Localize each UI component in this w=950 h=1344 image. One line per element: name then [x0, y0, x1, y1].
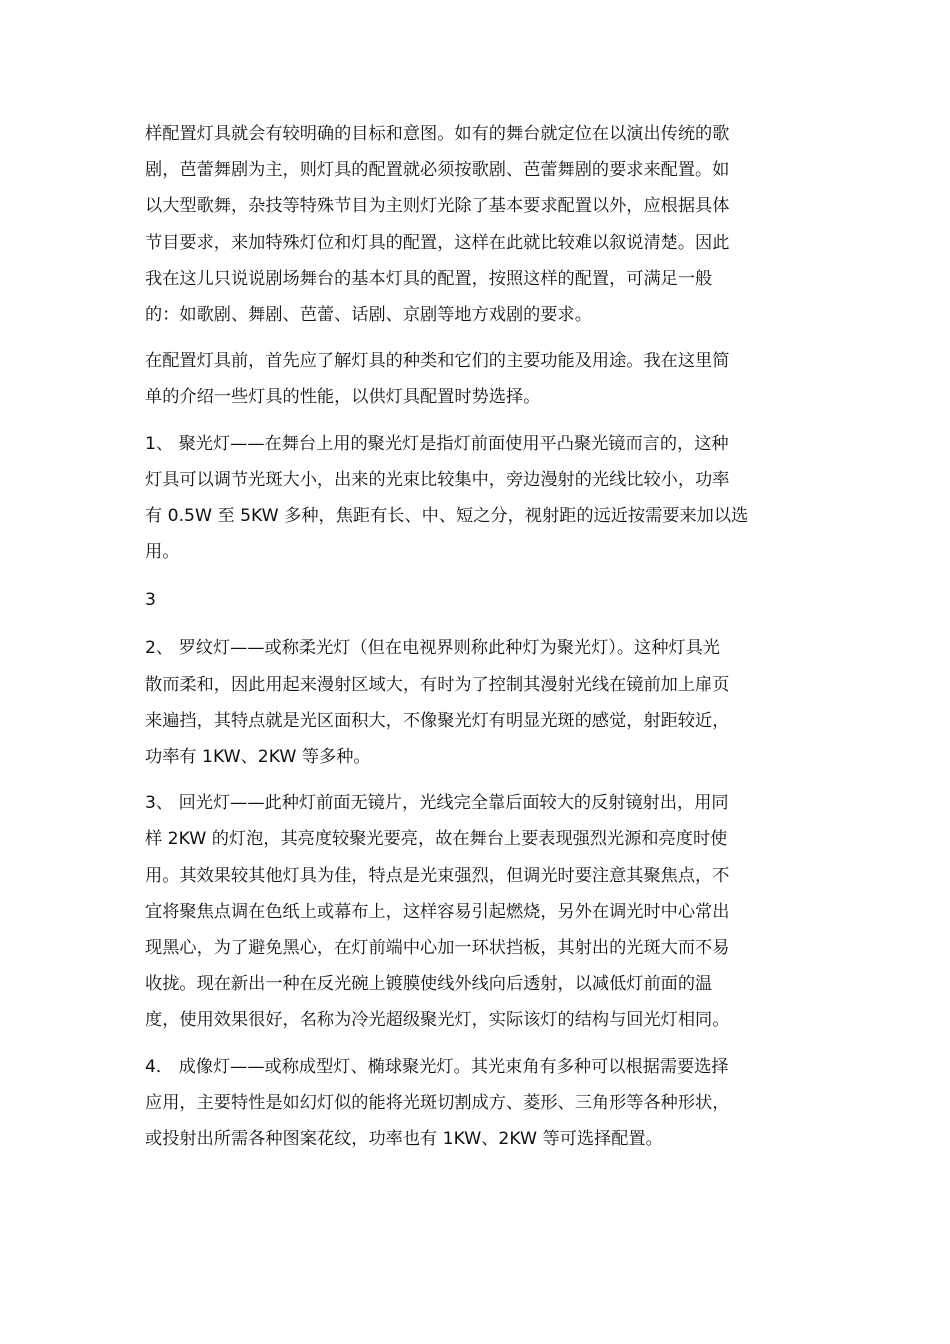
text-line: 应用，主要特性是如幻灯似的能将光斑切割成方、菱形、三角形等各种形状，: [145, 1092, 730, 1113]
text-line: 4． 成像灯——或称成型灯、椭球聚光灯。其光束角有多种可以根据需要选择: [145, 1056, 729, 1077]
page-number-marker: [145, 582, 810, 618]
text-line: 我在这儿只说说剧场舞台的基本灯具的配置，按照这样的配置，可满足一般: [145, 268, 713, 289]
text-line: 单的介绍一些灯具的性能，以供灯具配置时势选择。: [145, 387, 541, 408]
text-line: 功率有 1KW、2KW 等多种。: [145, 747, 371, 767]
paragraph-item-2: [145, 630, 810, 775]
text-line: 或投射出所需各种图案花纹，功率也有 1KW、2KW 等可选择配置。: [145, 1128, 663, 1149]
text-line: 3、 回光灯——此种灯前面无镜片，光线完全靠后面较大的反射镜射出，用同: [145, 793, 729, 814]
text-line: 的：如歌剧、舞剧、芭蕾、话剧、京剧等地方戏剧的要求。: [145, 304, 592, 325]
text-line: 2、 罗纹灯——或称柔光灯（但在电视界则称此种灯为聚光灯）。这种灯具光: [145, 638, 720, 659]
text-line: 剧，芭蕾舞剧为主，则灯具的配置就必须按歌剧、芭蕾舞剧的要求来配置。如: [145, 160, 730, 181]
paragraph-intro: [145, 116, 810, 333]
text-line: 现黑心，为了避免黑心，在灯前端中心加一环状挡板，其射出的光斑大而不易: [145, 937, 730, 958]
text-line: 以大型歌舞，杂技等特殊节目为主则灯光除了基本要求配置以外，应根据具体: [145, 196, 730, 217]
document-body: [145, 116, 810, 1157]
paragraph-preface: [145, 343, 810, 415]
text-line: 节目要求，来加特殊灯位和灯具的配置，这样在此就比较难以叙说清楚。因此: [145, 232, 730, 253]
text-line: 用。: [145, 542, 180, 563]
paragraph-item-1: [145, 426, 810, 571]
text-line: 在配置灯具前，首先应了解灯具的种类和它们的主要功能及用途。我在这里简: [145, 351, 730, 372]
text-line: 样配置灯具就会有较明确的目标和意图。如有的舞台就定位在以演出传统的歌: [145, 124, 730, 144]
text-line: 宜将聚焦点调在色纸上或幕布上，这样容易引起燃烧，另外在调光时中心常出: [145, 901, 730, 922]
paragraph-item-3: [145, 785, 810, 1038]
text-line: 有 0.5W 至 5KW 多种，焦距有长、中、短之分，视射距的远近按需要来加以选: [145, 505, 749, 526]
text-line: 收拢。现在新出一种在反光碗上镀膜使线外线向后透射，以减低灯前面的温: [145, 974, 713, 995]
text-line: 1、 聚光灯——在舞台上用的聚光灯是指灯前面使用平凸聚光镜而言的，这种: [145, 433, 729, 454]
text-line: 用。其效果较其他灯具为佳，特点是光束强烈，但调光时要注意其聚焦点，不: [145, 865, 730, 886]
text-line: 3: [145, 590, 156, 611]
paragraph-item-4: [145, 1049, 810, 1158]
text-line: 度，使用效果很好，名称为冷光超级聚光灯，实际该灯的结构与回光灯相同。: [145, 1010, 730, 1031]
text-line: 灯具可以调节光斑大小，出来的光束比较集中，旁边漫射的光线比较小，功率: [145, 469, 730, 490]
text-line: 来遍挡，其特点就是光区面积大，不像聚光灯有明显光斑的感觉，射距较近，: [145, 710, 730, 731]
text-line: 散而柔和，因此用起来漫射区域大，有时为了控制其漫射光线在镜前加上扉页: [145, 674, 730, 695]
text-line: 样 2KW 的灯泡，其亮度较聚光要亮，故在舞台上要表现强烈光源和亮度时使: [145, 829, 728, 850]
